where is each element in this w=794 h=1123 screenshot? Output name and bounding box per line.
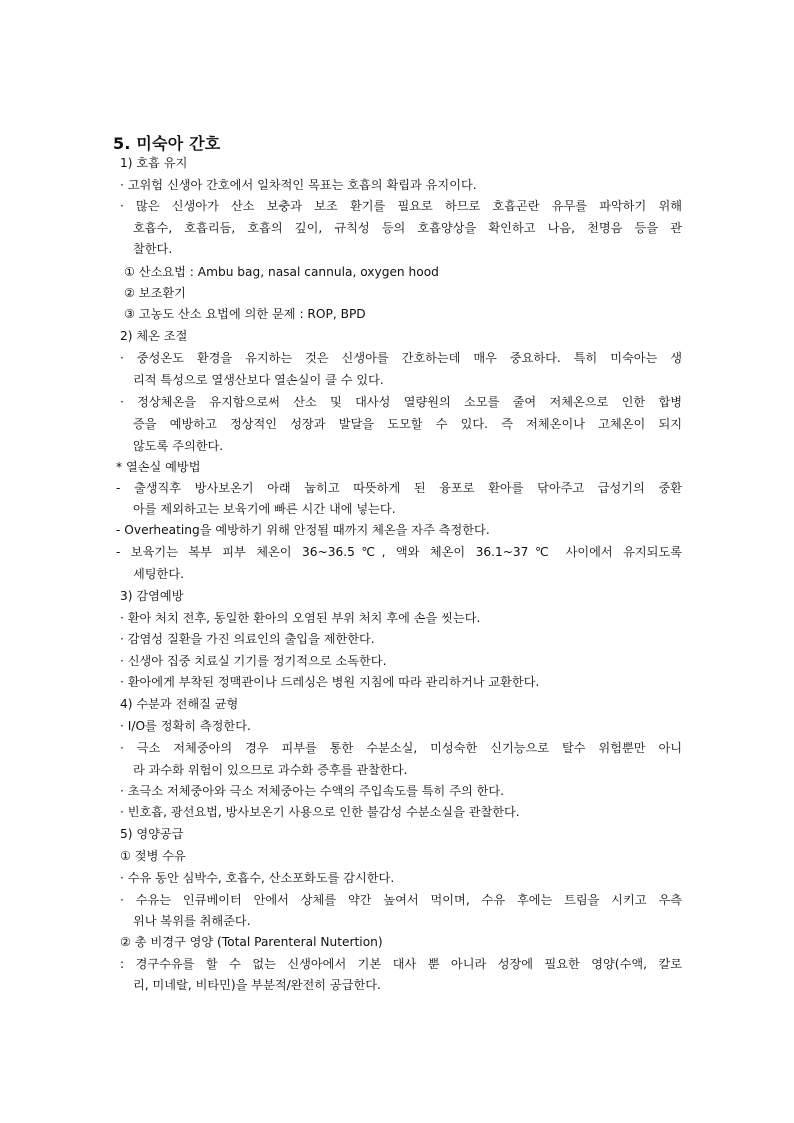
definition-line: : 경구수유를 할 수 없는 신생아에서 기본 대사 뿐 아니라 성장에 필요한 영양(수액, 칼로 <box>120 957 682 971</box>
bullet-continuation: 라 과수화 위험이 있으므로 과수화 증후를 관찰한다. <box>133 763 408 777</box>
bullet-line: · 고위험 신생아 간호에서 일차적인 목표는 호흡의 확립과 유지이다. <box>120 178 477 192</box>
definition-continuation: 리, 미네랄, 비타민)을 부분적/완전히 공급한다. <box>133 978 381 992</box>
bullet-line: · 수유 동안 심박수, 호흡수, 산소포화도를 감시한다. <box>120 871 395 885</box>
dash-line: - Overheating을 예방하기 위해 안정될 때까지 체온을 자주 측정한다. <box>116 523 490 537</box>
bullet-line: · 환아 처치 전후, 동일한 환아의 오염된 부위 처치 후에 손을 씻는다. <box>120 611 481 625</box>
numbered-item: ① 산소요법 : Ambu bag, nasal cannula, oxygen hood <box>124 265 439 279</box>
bullet-line: · 정상체온을 유지함으로써 산소 및 대사성 열량원의 소모를 줄여 저체온으로 인한 합병 <box>120 395 682 409</box>
bullet-line: · 수유는 인큐베이터 안에서 상체를 약간 높여서 먹이며, 수유 후에는 트림을 시키고 우측 <box>120 893 682 907</box>
bullet-continuation: 호흡수, 호흡리듬, 호흡의 깊이, 규칙성 등의 호흡양상을 확인하고 나음, 천명음 등을 관 <box>133 221 682 235</box>
dash-continuation: 세팅한다. <box>133 567 184 581</box>
bullet-continuation: 위나 복위를 취해준다. <box>133 914 251 928</box>
subsection-heading: 4) 수분과 전해질 균형 <box>120 697 239 711</box>
bullet-continuation: 찰한다. <box>133 242 173 256</box>
dash-continuation: 아를 제외하고는 보육기에 빠른 시간 내에 넣는다. <box>133 502 396 516</box>
subsection-heading: 3) 감염예방 <box>120 589 184 603</box>
subsection-heading: 2) 체온 조절 <box>120 329 188 343</box>
numbered-item: ② 총 비경구 영양 (Total Parenteral Nutertion) <box>120 935 383 949</box>
bullet-line: · 감염성 질환을 가진 의료인의 출입을 제한한다. <box>120 632 375 646</box>
bullet-line: · I/O를 정확히 측정한다. <box>120 719 251 733</box>
bullet-continuation: 않도록 주의한다. <box>133 439 224 453</box>
bullet-line: · 많은 신생아가 산소 보충과 보조 환기를 필요로 하므로 호흡곤란 유무를 파악하기 위해 <box>120 199 682 213</box>
numbered-item: ② 보조환기 <box>124 286 186 300</box>
subsection-heading: 1) 호흡 유지 <box>120 156 188 170</box>
subsection-heading: 5) 영양공급 <box>120 827 184 841</box>
bullet-line: · 초극소 저체중아와 극소 저체중아는 수액의 주입속도를 특히 주의 한다. <box>120 784 505 798</box>
numbered-item: ③ 고농도 산소 요법에 의한 문제 : ROP, BPD <box>124 307 366 321</box>
bullet-line: · 환아에게 부착된 정맥관이나 드레싱은 병원 지침에 따라 관리하거나 교환한다. <box>120 675 540 689</box>
dash-line: - 보육기는 복부 피부 체온이 36~36.5℃, 액와 체온이 36.1~37℃ 사이에서 유지되도록 <box>116 545 682 559</box>
bullet-continuation: 증을 예방하고 정상적인 성장과 발달을 도모할 수 있다. 즉 저체온이나 고체온이 되지 <box>133 417 682 431</box>
bullet-continuation: 리적 특성으로 열생산보다 열손실이 클 수 있다. <box>133 373 384 387</box>
section-title: 5. 미숙아 간호 <box>113 134 221 153</box>
bullet-line: · 중성온도 환경을 유지하는 것은 신생아를 간호하는데 매우 중요하다. 특히 미숙아는 생 <box>120 351 682 365</box>
note-heading: * 열손실 예방법 <box>116 460 201 474</box>
bullet-line: · 빈호흡, 광선요법, 방사보온기 사용으로 인한 불감성 수분소실을 관찰한다. <box>120 805 520 819</box>
numbered-item: ① 젖병 수유 <box>120 849 186 863</box>
bullet-line: · 신생아 집중 치료실 기기를 정기적으로 소독한다. <box>120 654 387 668</box>
dash-line: - 출생직후 방사보온기 아래 눕히고 따뜻하게 된 융포로 환아를 닦아주고 급성기의 중환 <box>116 481 682 495</box>
bullet-line: · 극소 저체중아의 경우 피부를 통한 수분소실, 미성숙한 신기능으로 탈수 위험뿐만 아니 <box>120 741 682 755</box>
